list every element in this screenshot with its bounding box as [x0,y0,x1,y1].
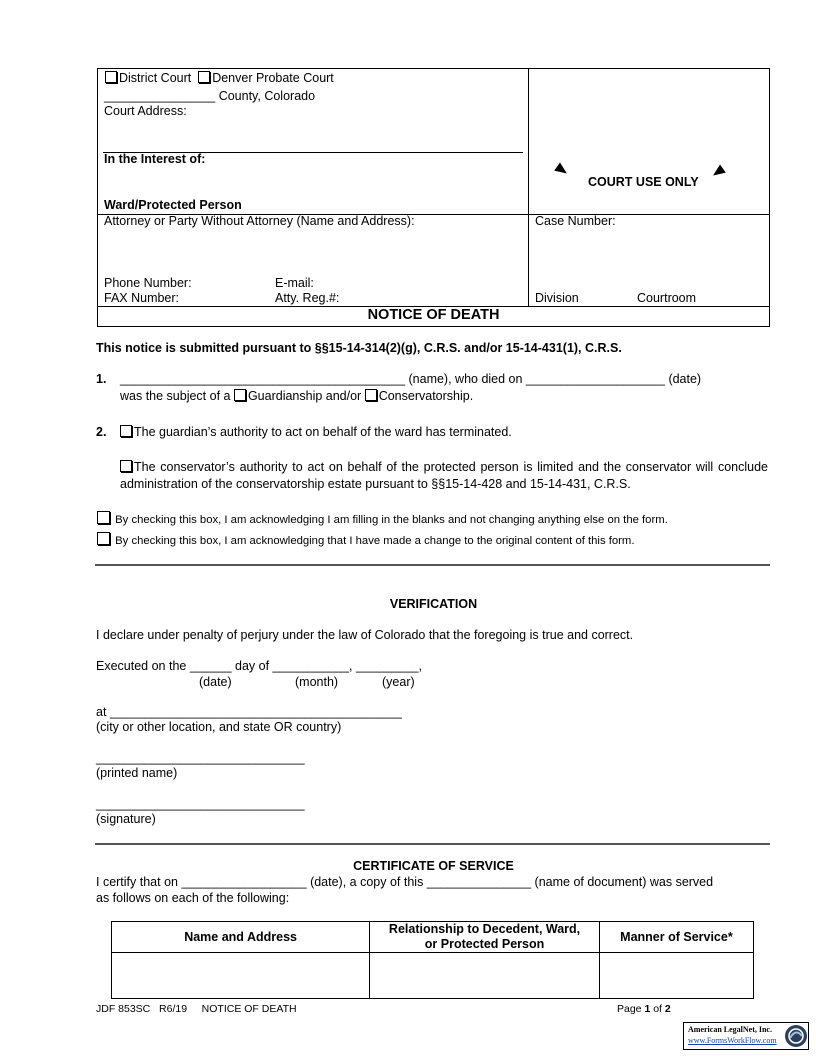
page-current: 1 [644,1003,651,1015]
table-cell-name[interactable] [112,953,370,999]
certificate-line-1[interactable]: I certify that on __________________ (date), a copy of this _______________ (name of document) was served [96,875,714,889]
denver-probate-checkbox[interactable] [198,71,210,83]
fax-label: FAX Number: [104,291,180,305]
section-divider-1 [95,564,770,566]
col-relationship-line2: or Protected Person [424,937,545,951]
conservator-limited-text: The conservator’s authority to act on behalf of the protected person is limited and the conservator will conclude administration of the conservatorship estate pursuant to §§15-14-428 and 15-14-431, C.R.S. [120,460,768,491]
division-label: Division [535,291,579,305]
legalnet-logo[interactable] [683,1022,809,1050]
table-cell-relationship[interactable] [370,953,600,999]
signature-label: (signature) [96,812,156,826]
guardianship-label: Guardianship and/or [247,389,365,403]
item2-number: 2. [96,425,107,439]
table-row [112,953,754,999]
acknowledge-no-change-text: By checking this box, I am acknowledging I am filling in the blanks and not changing anything else on the form. [115,514,668,526]
county-field[interactable]: ________________ County, Colorado [104,89,316,103]
verification-heading: VERIFICATION [389,597,478,611]
executed-date-label: (date) [199,675,232,689]
signature-line[interactable]: ______________________________ [96,797,305,811]
page-of: of [650,1003,665,1015]
certificate-heading: CERTIFICATE OF SERVICE [353,859,514,873]
page-total: 2 [664,1003,671,1015]
phone-label: Phone Number: [104,276,192,290]
guardian-terminated-text: The guardian’s authority to act on behalf of the ward has terminated. [134,425,512,439]
conservatorship-label: Conservatorship. [378,389,474,403]
acknowledge-change-text: By checking this box, I am acknowledging that I have made a change to the original content of this form. [115,535,635,547]
item1-subject-line [120,389,473,403]
service-table [111,921,754,999]
court-selection [105,71,334,85]
page-prefix: Page [617,1003,645,1015]
executed-month-label: (month) [295,675,339,689]
logo-url[interactable]: www.FormsWorkFlow.com [688,1036,777,1045]
item2-guardian-option [120,425,512,439]
item1-subject-text: was the subject of a [120,389,234,403]
logo-company-name: American LegalNet, Inc. [688,1025,772,1034]
location-line[interactable]: at __________________________________________ [96,705,402,719]
acknowledge-change [97,532,634,547]
section-divider-2 [95,843,770,845]
in-interest-label: In the Interest of: [104,152,206,166]
certificate-line-2: as follows on each of the following: [96,891,290,905]
item2-conservator-option [120,459,768,493]
attorney-label: Attorney or Party Without Attorney (Name and Address): [104,214,415,228]
footer-revision: R6/19 [159,1003,188,1015]
col-name-address: Name and Address [112,922,370,953]
location-label: (city or other location, and state OR country) [96,720,342,734]
email-label: E-mail: [275,276,314,290]
col-relationship-line1: Relationship to Decedent, Ward, [388,922,581,936]
district-court-checkbox[interactable] [105,71,117,83]
item1-number: 1. [96,372,107,386]
table-cell-manner[interactable] [599,953,753,999]
printed-name-line[interactable]: ______________________________ [96,751,305,765]
globe-icon [784,1024,808,1048]
atty-reg-label: Atty. Reg.#: [275,291,340,305]
case-number-label: Case Number: [535,214,616,228]
form-title: NOTICE OF DEATH [367,307,500,323]
executed-line[interactable]: Executed on the ______ day of ___________, _________, [96,659,422,673]
guardian-terminated-checkbox[interactable] [120,425,132,437]
footer-form-info [96,1003,297,1015]
service-table-header [112,922,754,953]
footer-page-number [617,1003,671,1015]
acknowledge-change-checkbox[interactable] [97,532,110,545]
courtroom-label: Courtroom [637,291,697,305]
acknowledge-no-change [97,511,668,526]
conservator-limited-checkbox[interactable] [120,460,132,472]
verification-declaration: I declare under penalty of perjury under the law of Colorado that the foregoing is true and correct. [96,628,634,642]
footer-form-title: NOTICE OF DEATH [201,1003,297,1015]
caption-divider-vertical [528,68,529,307]
item1-name-date-line[interactable]: _________________________________________ (name), who died on ____________________ (date) [120,372,702,386]
court-use-only: COURT USE ONLY [588,175,699,189]
col-manner: Manner of Service* [599,922,753,953]
guardianship-checkbox[interactable] [234,389,246,401]
district-court-label: District Court [119,71,192,85]
col-relationship [370,922,600,953]
statute-line: This notice is submitted pursuant to §§15-14-314(2)(g), C.R.S. and/or 15-14-431(1), C.R.S. [96,341,622,355]
executed-year-label: (year) [382,675,415,689]
court-address-label: Court Address: [104,104,187,118]
ward-label: Ward/Protected Person [104,198,242,212]
footer-form-id: JDF 853SC [96,1003,151,1015]
denver-probate-label: Denver Probate Court [212,71,334,85]
printed-name-label: (printed name) [96,766,178,780]
conservatorship-checkbox[interactable] [365,389,377,401]
acknowledge-no-change-checkbox[interactable] [97,511,110,524]
